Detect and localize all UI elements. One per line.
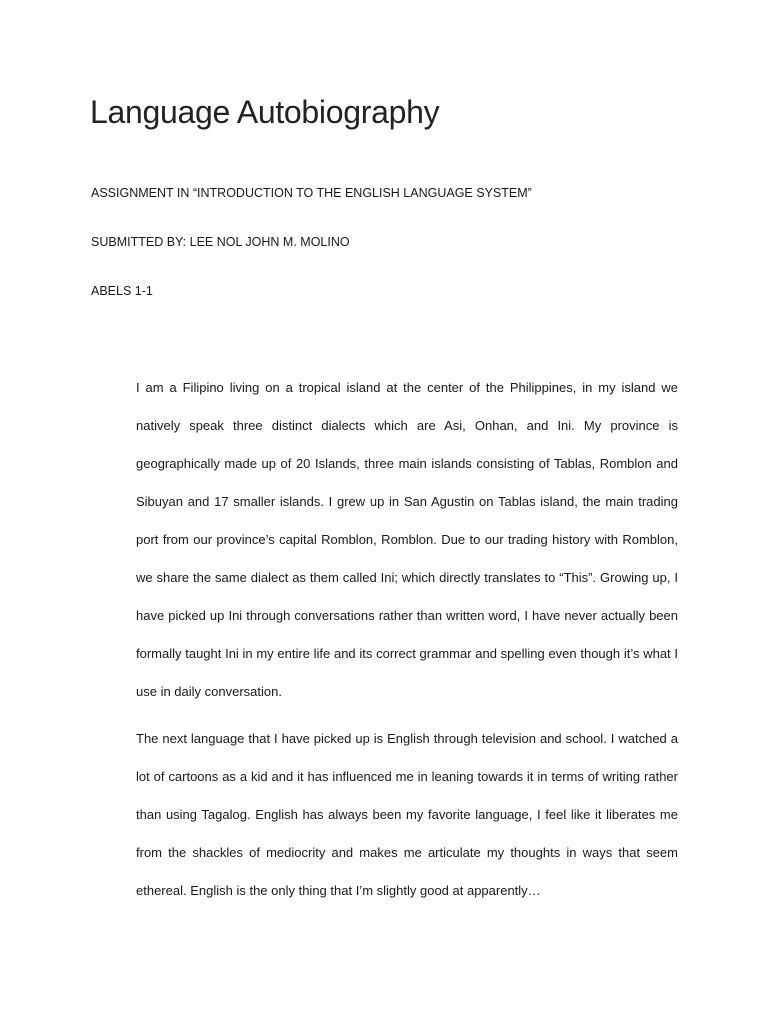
section-line: ABELS 1-1 [91, 284, 153, 298]
body-paragraph: I am a Filipino living on a tropical island at the center of the Philippines, in my island we natively speak three distinct dialects which are Asi, Onhan, and Ini. My province is geographically made up of 20 Islands, three main islands consisting of Tablas, Romblon and Sibuyan and 17 smaller islands. I grew up in San Agustin on Tablas island, the main trading port from our province’s capital Romblon, Romblon. Due to our trading history with Romblon, we share the same dialect as them called Ini; which directly translates to “This”. Growing up, I have picked up Ini through conversations rather than written word, I have never actually been formally taught Ini in my entire life and its correct grammar and spelling even though it’s what I use in daily conversation. [136, 380, 678, 699]
document-title: Language Autobiography [90, 94, 440, 130]
assignment-line: ASSIGNMENT IN “INTRODUCTION TO THE ENGLISH LANGUAGE SYSTEM” [91, 186, 532, 200]
body-paragraph: The next language that I have picked up is English through television and school. I watched a lot of cartoons as a kid and it has influenced me in leaning towards it in terms of writing rather than using Tagalog. English has always been my favorite language, I feel like it liberates me from the shackles of mediocrity and makes me articulate my thoughts in ways that seem ethereal. English is the only thing that I’m slightly good at apparently… [136, 731, 678, 898]
submitted-by-line: SUBMITTED BY: LEE NOL JOHN M. MOLINO [91, 235, 350, 249]
